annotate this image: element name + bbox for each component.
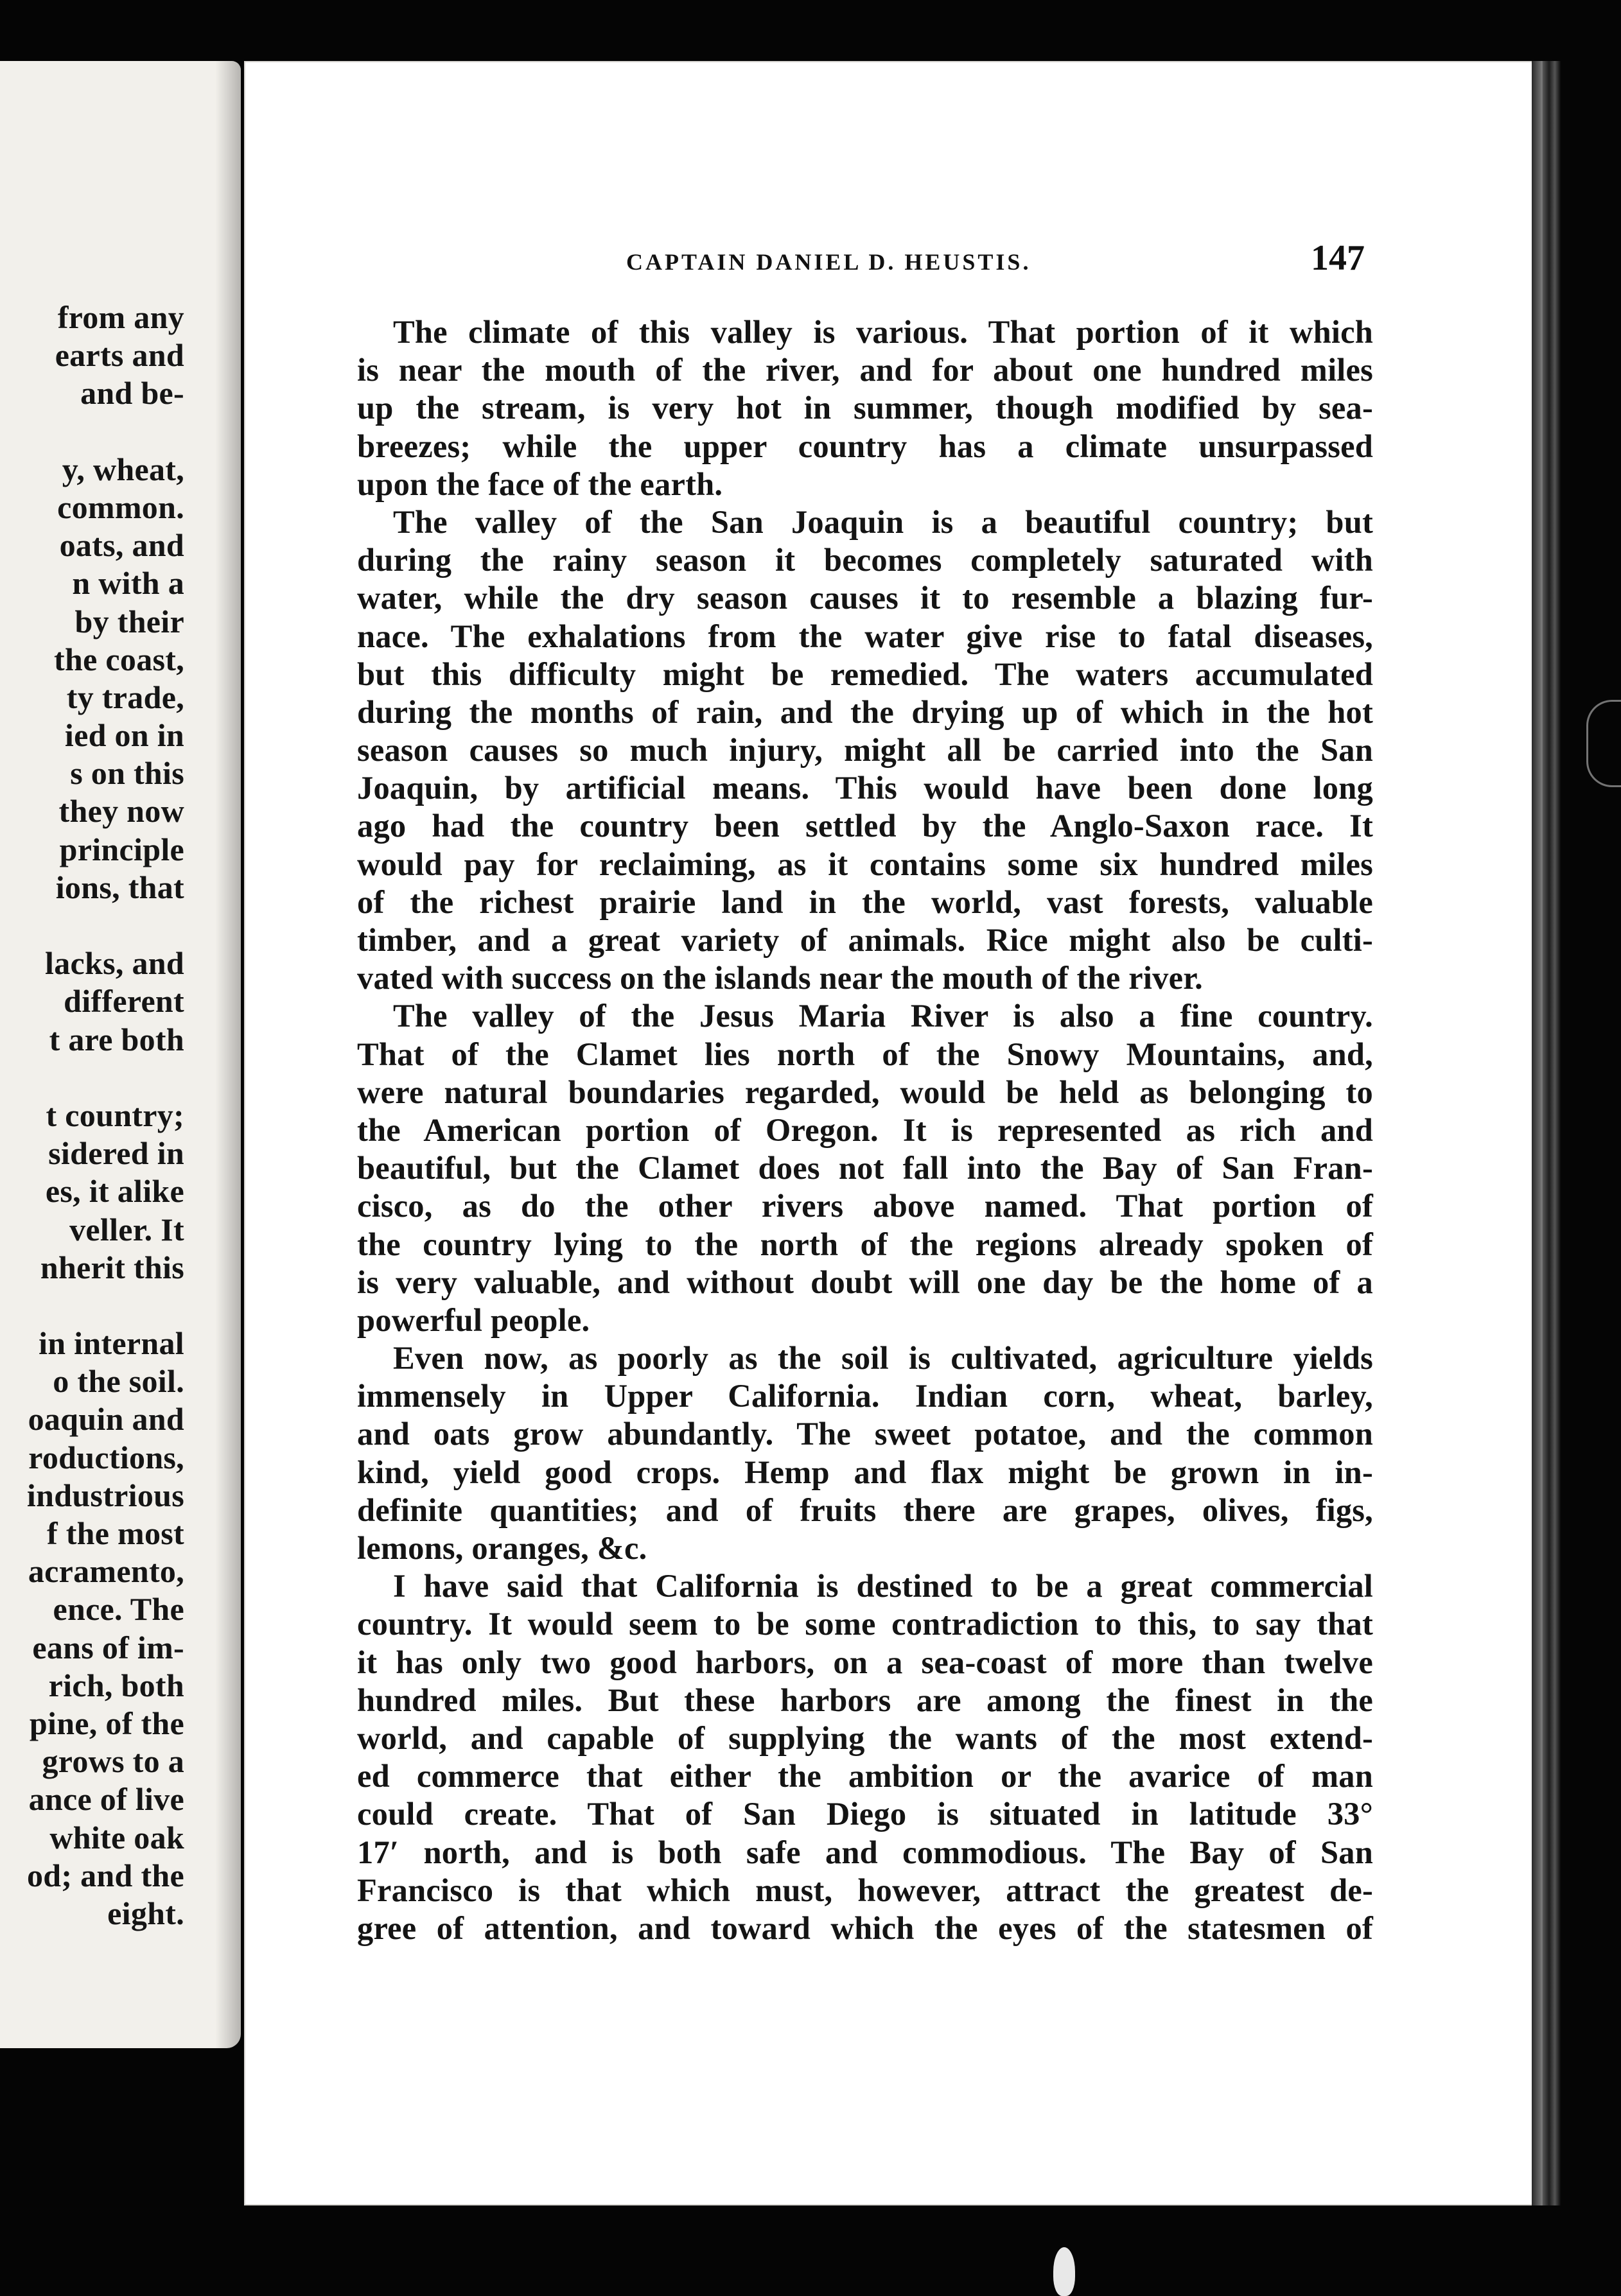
body-line: breezes; while the upper country has a climate unsurpassed xyxy=(357,428,1373,464)
facing-page-line: common. xyxy=(57,489,184,525)
body-line: Joaquin, by artificial means. This would have been done long xyxy=(357,770,1373,806)
body-line: Even now, as poorly as the soil is cultivated, agriculture yields xyxy=(393,1340,1373,1377)
body-line: Francisco is that which must, however, attract the greatest de- xyxy=(357,1872,1373,1908)
thumb-mark xyxy=(1053,2247,1075,2296)
facing-page-line: oats, and xyxy=(59,527,184,564)
facing-page-line: ied on in xyxy=(64,717,184,754)
body-line: were natural boundaries regarded, would be held as belonging to xyxy=(357,1074,1373,1110)
body-line: but this difficulty might be remedied. The waters accumulated xyxy=(357,656,1373,692)
body-line: immensely in Upper California. Indian corn, wheat, barley, xyxy=(357,1378,1373,1414)
page-number: 147 xyxy=(1311,238,1365,278)
page-edge-stripe xyxy=(1541,61,1543,2205)
facing-page-line: the coast, xyxy=(54,641,184,677)
facing-page-line: they now xyxy=(58,793,184,830)
body-line: kind, yield good crops. Hemp and flax might be grown in in- xyxy=(357,1454,1373,1490)
facing-page-line: in internal xyxy=(39,1325,184,1362)
facing-page-line xyxy=(0,1287,184,1325)
gutter-shadow xyxy=(215,61,241,2048)
facing-page-line: o the soil. xyxy=(53,1363,184,1400)
body-line: timber, and a great variety of animals. Rice might also be culti- xyxy=(357,922,1373,958)
facing-page-line: ions, that xyxy=(55,869,184,905)
body-line: The valley of the San Joaquin is a beautiful country; but xyxy=(393,503,1373,540)
body-line: country. It would seem to be some contradiction to this, to say that xyxy=(357,1606,1373,1642)
facing-page-line xyxy=(0,413,184,451)
body-line: would pay for reclaiming, as it contains some six hundred miles xyxy=(357,846,1373,882)
body-line: is very valuable, and without doubt will one day be the home of a xyxy=(357,1264,1373,1300)
facing-page-line xyxy=(0,907,184,944)
facing-page-line: different xyxy=(64,983,184,1020)
facing-page-line: rich, both xyxy=(48,1667,184,1703)
body-line: That of the Clamet lies north of the Snowy Mountains, and, xyxy=(357,1036,1373,1072)
facing-page-line: acramento, xyxy=(28,1553,184,1590)
body-line: cisco, as do the other rivers above named. That portion of xyxy=(357,1188,1373,1224)
body-line: nace. The exhalations from the water give rise to fatal diseases, xyxy=(357,618,1373,654)
body-line: The valley of the Jesus Maria River is also a fine country. xyxy=(393,998,1373,1034)
facing-page-line: veller. It xyxy=(69,1211,184,1248)
facing-page-line: f the most xyxy=(46,1515,184,1551)
facing-page-line: ance of live xyxy=(28,1781,184,1818)
body-line: 17′ north, and is both safe and commodious. The Bay of San xyxy=(357,1834,1373,1870)
facing-page-line: principle xyxy=(59,831,184,867)
body-line: upon the face of the earth. xyxy=(357,465,723,502)
facing-page-line: sidered in xyxy=(48,1135,184,1172)
facing-page-line: ence. The xyxy=(53,1591,184,1628)
facing-page-line: ty trade, xyxy=(66,679,184,715)
bookmark-tab-outline xyxy=(1586,700,1621,787)
facing-page-line xyxy=(0,1059,184,1097)
body-line: during the months of rain, and the drying up of which in the hot xyxy=(357,693,1373,730)
facing-page-line: oaquin and xyxy=(28,1401,184,1438)
facing-page-line: lacks, and xyxy=(45,945,184,982)
body-line: I have said that California is destined to be a great commercial xyxy=(393,1568,1373,1605)
body-line: is near the mouth of the river, and for about one hundred miles xyxy=(357,352,1373,388)
facing-page-line: eight. xyxy=(107,1895,184,1931)
facing-page-line: s on this xyxy=(70,755,184,792)
running-title: CAPTAIN DANIEL D. HEUSTIS. xyxy=(626,249,1031,275)
running-head xyxy=(626,238,1365,281)
body-line: and oats grow abundantly. The sweet potatoe, and the common xyxy=(357,1416,1373,1452)
body-line: lemons, oranges, &c. xyxy=(357,1530,647,1566)
facing-page-line: pine, of the xyxy=(29,1705,184,1741)
facing-page-line: white oak xyxy=(49,1819,184,1856)
facing-page-line: grows to a xyxy=(42,1743,184,1780)
facing-page-line: od; and the xyxy=(26,1857,184,1893)
page-edge xyxy=(1532,61,1561,2205)
facing-page-line: y, wheat, xyxy=(62,451,184,487)
body-line: world, and capable of supplying the wants of the most extend- xyxy=(357,1719,1373,1756)
facing-page-line: from any xyxy=(57,299,184,335)
body-line: water, while the dry season causes it to resemble a blazing fur- xyxy=(357,580,1373,616)
body-line: during the rainy season it becomes completely saturated with xyxy=(357,542,1373,578)
body-line: powerful people. xyxy=(357,1301,590,1338)
body-line: could create. That of San Diego is situated in latitude 33° xyxy=(357,1796,1373,1832)
facing-page-line: es, it alike xyxy=(45,1173,184,1210)
facing-page-left xyxy=(0,61,241,2048)
facing-page-line: t country; xyxy=(46,1097,184,1133)
facing-page-line: t are both xyxy=(49,1021,184,1057)
facing-page-line: roductions, xyxy=(28,1439,184,1475)
facing-page-line: industrious xyxy=(26,1477,184,1513)
body-line: the country lying to the north of the regions already spoken of xyxy=(357,1226,1373,1262)
body-line: season causes so much injury, might all be carried into the San xyxy=(357,732,1373,769)
body-line: of the richest prairie land in the world, vast forests, valuable xyxy=(357,883,1373,920)
body-text xyxy=(357,313,1373,1947)
facing-page-line: nherit this xyxy=(40,1249,184,1285)
body-line: definite quantities; and of fruits there are grapes, olives, figs, xyxy=(357,1492,1373,1528)
body-line: gree of attention, and toward which the eyes of the statesmen of xyxy=(357,1909,1373,1946)
body-line: ed commerce that either the ambition or the avarice of man xyxy=(357,1758,1373,1795)
body-line: The climate of this valley is various. That portion of it which xyxy=(393,314,1373,350)
body-line: vated with success on the islands near the mouth of the river. xyxy=(357,960,1203,996)
body-line: up the stream, is very hot in summer, though modified by sea- xyxy=(357,390,1373,426)
facing-page-line: and be- xyxy=(80,375,184,412)
body-line: ago had the country been settled by the Anglo-Saxon race. It xyxy=(357,808,1373,844)
facing-page-line: n with a xyxy=(72,565,184,602)
facing-page-line: earts and xyxy=(55,337,184,374)
body-line: it has only two good harbors, on a sea-coast of more than twelve xyxy=(357,1644,1373,1680)
facing-page-line: eans of im- xyxy=(32,1629,184,1665)
body-line: the American portion of Oregon. It is represented as rich and xyxy=(357,1111,1373,1148)
facing-page-line: by their xyxy=(74,603,184,639)
body-line: beautiful, but the Clamet does not fall into the Bay of San Fran- xyxy=(357,1150,1373,1187)
facing-page-text-column xyxy=(0,299,184,1933)
body-line: hundred miles. But these harbors are among the finest in the xyxy=(357,1682,1373,1718)
